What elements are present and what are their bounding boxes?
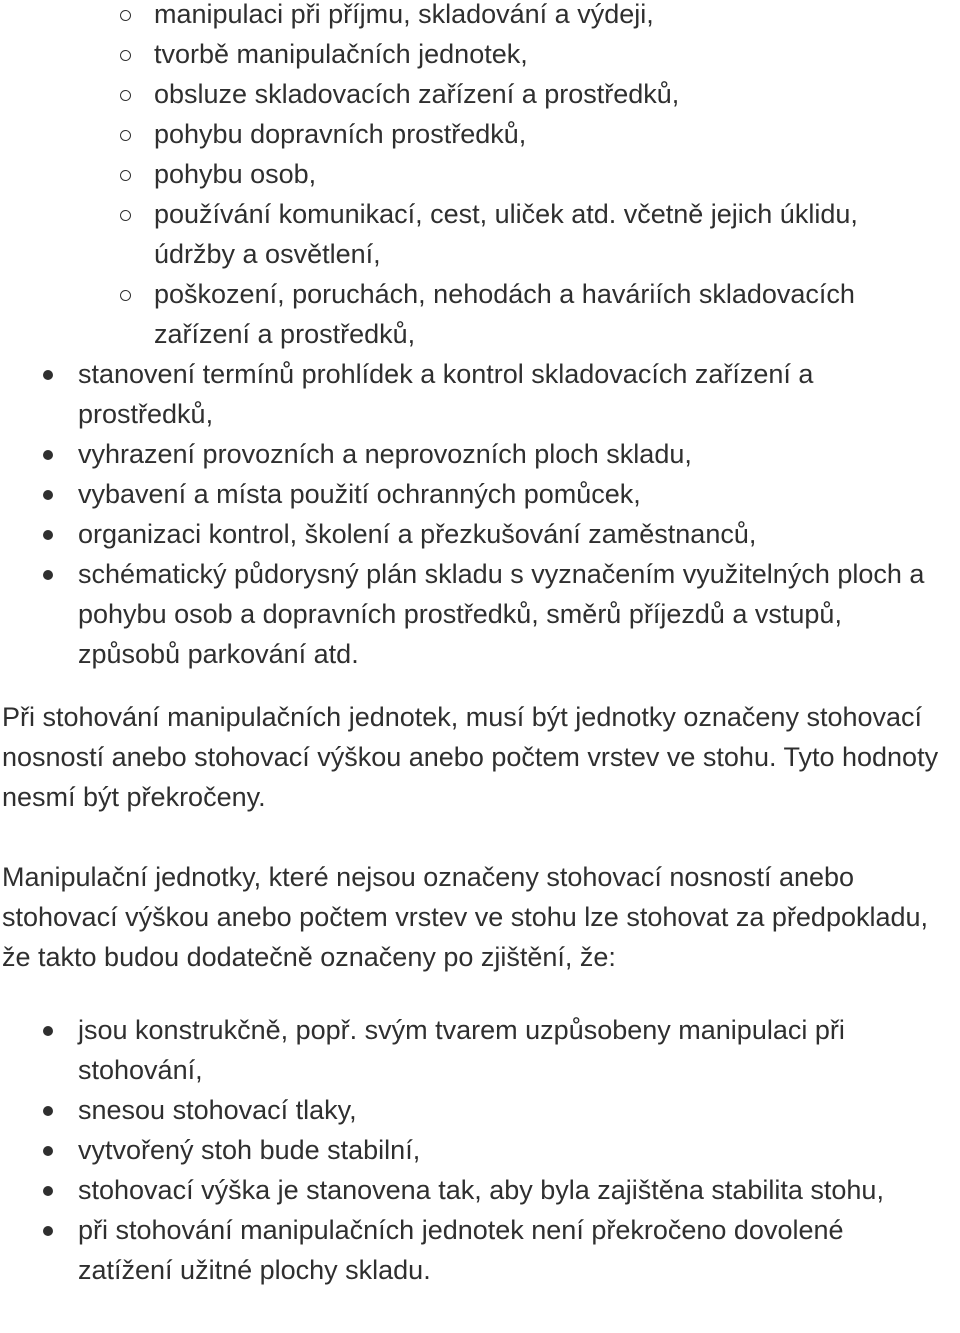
list-item: vytvořený stoh bude stabilní, — [0, 1130, 960, 1170]
nested-bullet-list — [0, 0, 960, 354]
list-item: snesou stohovací tlaky, — [0, 1090, 960, 1130]
list-item: poškození, poruchách, nehodách a haváriích skladovacích zařízení a prostředků, — [0, 274, 960, 354]
list-item: při stohování manipulačních jednotek není překročeno dovolené zatížení užitné plochy skladu. — [0, 1210, 960, 1290]
list-item: vybavení a místa použití ochranných pomůcek, — [0, 474, 960, 514]
list-item: pohybu osob, — [0, 154, 960, 194]
list-item: obsluze skladovacích zařízení a prostředků, — [0, 74, 960, 114]
list-item: tvorbě manipulačních jednotek, — [0, 34, 960, 74]
list-item: jsou konstrukčně, popř. svým tvarem uzpůsobeny manipulaci při stohování, — [0, 1010, 960, 1090]
list-item: pohybu dopravních prostředků, — [0, 114, 960, 154]
list-item: stanovení termínů prohlídek a kontrol skladovacích zařízení a prostředků, — [0, 354, 960, 434]
paragraph-stacking-conditions: Manipulační jednotky, které nejsou označeny stohovací nosností anebo stohovací výškou anebo počtem vrstev ve stohu lze stohovat za předpokladu, že takto budou dodatečně označeny po zjištění, že: — [2, 862, 929, 972]
list-item: manipulaci při příjmu, skladování a výdeji, — [0, 0, 960, 34]
paragraph-stacking-rule: Při stohování manipulačních jednotek, musí být jednotky označeny stohovací nosností anebo stohovací výškou anebo počtem vrstev ve stohu. Tyto hodnoty nesmí být překročeny. — [2, 702, 939, 812]
conditions-list — [0, 1010, 960, 1290]
list-item: používání komunikací, cest, uliček atd. včetně jejich úklidu, údržby a osvětlení, — [0, 194, 960, 274]
list-item: organizaci kontrol, školení a přezkušování zaměstnanců, — [0, 514, 960, 554]
list-item: vyhrazení provozních a neprovozních ploch skladu, — [0, 434, 960, 474]
list-item: stohovací výška je stanovena tak, aby byla zajištěna stabilita stohu, — [0, 1170, 960, 1210]
list-item: schématický půdorysný plán skladu s vyznačením využitelných ploch a pohybu osob a dopravních prostředků, směrů příjezdů a vstupů, způsobů parkování atd. — [0, 554, 960, 674]
bullet-list — [0, 354, 960, 674]
